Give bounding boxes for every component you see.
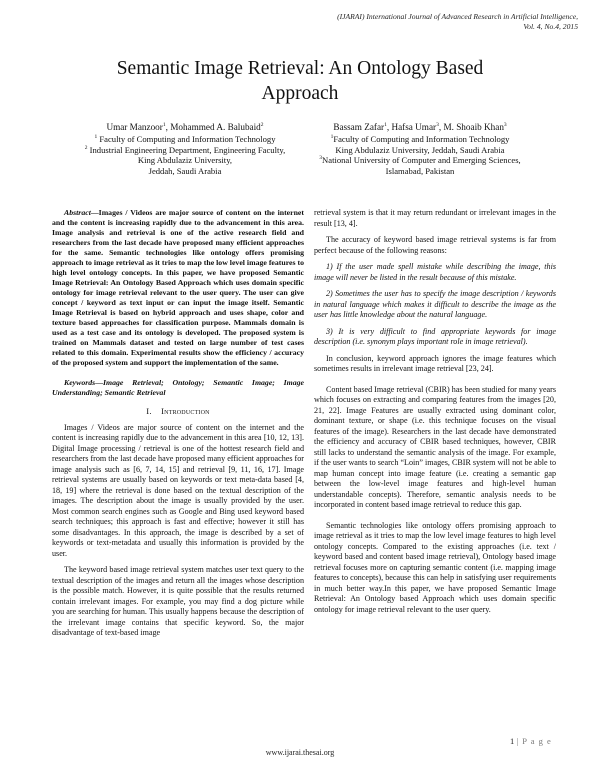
affiliation-line: King Abdulaziz University, Jeddah, Saudi Arabia	[335, 144, 505, 155]
body-paragraph: Semantic technologies like ontology offers promising approach to image retrieval as it tries to map the low level image features to high level ontology concepts. Compared to the existing approaches (i.e. text / keyword based and content based image retrieval), Ontology based image retrieval focuses more on capturing semantic content (i.e. mapping image features to concepts), because this can help in satisfying user requirements in much better way.In this paper, we have proposed Semantic Image Retrieval: An Ontology based Approach which uses domain specific ontology for image retrieval relevant to the user query.	[314, 520, 556, 614]
author-block-left	[70, 122, 300, 177]
body-paragraph: Images / Videos are major source of content on the internet and the content is increasing rapidly due to the advancement in this area [10, 12, 13]. Digital Image processing / retrieval is one of the hottest research field and researchers from the last decade have proposed many efficient approaches for image analysis such as [6, 7, 14, 15] and retrieval [9, 11, 16, 17]. Image retrieval systems are usually based on keywords or text meta-data based [4, 18, 19] where the retrieval is done based on the textual description of the images. The description about the image is usually provided by the user. Most common search engines such as Google and Bing used keyword based search techniques; this approach is fast and effective; however it still has some disadvantages. In this approach, the image is described by a set of keywords or text-metadata and usually this information is provided by the user.	[52, 422, 304, 558]
affiliation-line: $^1$ Faculty of Computing and Information Technology	[94, 133, 276, 144]
paper-title-line2: Approach	[261, 83, 339, 104]
author-block-right	[305, 122, 535, 177]
right-column	[314, 208, 556, 621]
left-column	[52, 208, 304, 645]
journal-header-line2: Vol. 4, No.4, 2015	[523, 22, 578, 31]
list-item: 3) It is very difficult to find appropriate keywords for image description (i.e. synonym plays important role in image retrieval).	[314, 326, 556, 346]
page-number: 1 | P a g e	[510, 736, 552, 746]
body-paragraph: In conclusion, keyword approach ignores the image features which sometimes results in irrelevant image retrieval [23, 24].	[314, 353, 556, 373]
author-names-left: Umar Manzoor$^1$, Mohammed A. Balubaid$^2$	[106, 121, 264, 132]
abstract: Abstract—Images / Videos are major source of content on the internet and the content is increasing rapidly due to the advancement in this area. Image analysis and retrieval is one of the active research field and researchers from the last decade have proposed many efficient approaches for the same. Semantic technologies like ontology offers promising approach to image retrieval as it tries to map the low level image features to high level ontology concepts. In this paper, we have proposed Semantic Image Retrieval: An Ontology Based Approach which uses domain specific ontology for image retrieval relevant to the user query. The user can give concept / keyword as text input or can input the image itself. Semantic Image Retrieval is based on hybrid approach and uses shape, color and texture based approaches for classification purpose. Mammals domain is used as a test case and its ontology is developed. The proposed system is trained on Mammals dataset and tested on large number of test cases related to this domain. Experimental results show the efficiency / accuracy of the proposed system and support the implementation of the same.	[52, 208, 304, 367]
paper-title-line1: Semantic Image Retrieval: An Ontology Based	[116, 58, 484, 79]
journal-header-line1: (IJARAI) International Journal of Advanced Research in Artificial Intelligence,	[337, 12, 578, 21]
reasons-list	[314, 262, 556, 348]
list-item: 1) If the user made spell mistake while describing the image, this image will never be listed in the result because of this mistake.	[314, 262, 556, 282]
body-paragraph: Content based Image retrieval (CBIR) has been studied for many years which focuses on extracting and comparing features from the images [20, 21, 22]. Image Features are usually extracted using dominant color, dominant texture, or shape (i.e. this technique focuses on the visual features of the image). Researchers in the last decade have demonstrated the efficiency and accuracy of CBIR based techniques, however, CBIR still lacks to understand the semantic analysis of the image. For example, if the user wants to search “Loin” images, CBIR system will not be able to map human concept into image feature (i.e. creating a semantic gap between the low-level image features and high-level human understandable concepts). Therefore, semantic analysis needs to be incorporated in content based image retrieval to reduce this gap.	[314, 384, 556, 509]
author-names-right: Bassam Zafar$^1$, Hafsa Umar$^3$, M. Shoaib Khan$^3$	[333, 121, 507, 132]
paper-title	[40, 56, 560, 106]
affiliation-line: Islamabad, Pakistan	[385, 166, 455, 177]
list-item: 2) Sometimes the user has to specify the image description / keywords in natural language which makes it difficult to describe the image as the user has little knowledge about the natural language.	[314, 289, 556, 319]
body-paragraph: The accuracy of keyword based image retrieval systems is far from perfect because of the following reasons:	[314, 235, 556, 255]
affiliation-line: King Abdulaziz University,	[137, 155, 233, 166]
section-heading-introduction: I. Introduction	[146, 406, 210, 416]
body-paragraph: The keyword based image retrieval system matches user text query to the textual description of the images and return all the images whose description is the possible match. However, it is quite possible that the results returned contain irrelevant images. For example, you may find a dog picture while you are searching for human. This usually happens because the description of the irrelevant image contains that specific keyword. So, the major disadvantage of text-based image	[52, 565, 304, 637]
affiliation-line: Jeddah, Saudi Arabia	[148, 166, 222, 177]
footer-url[interactable]: www.ijarai.thesai.org	[265, 748, 335, 757]
journal-header	[218, 12, 578, 32]
keywords: Keywords—Image Retrieval; Ontology; Semantic Image; Image Understanding; Semantic Retrieval	[52, 378, 304, 397]
body-paragraph: retrieval system is that it may return redundant or irrelevant images in the result [13, 4].	[314, 208, 556, 228]
affiliation-line: $^1$Faculty of Computing and Information Technology	[330, 133, 510, 144]
affiliation-line: $^2$ Industrial Engineering Department, Engineering Faculty,	[84, 144, 286, 155]
affiliation-line: $^3$National University of Computer and Emerging Sciences,	[319, 155, 521, 166]
